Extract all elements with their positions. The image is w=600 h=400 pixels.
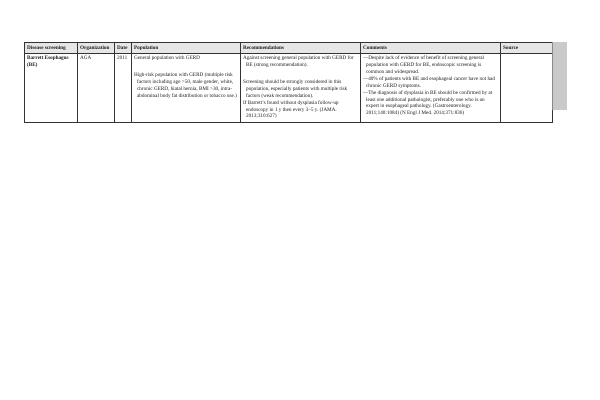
comment-dysplasia-confirmation: —The diagnosis of dysplasia in BE should be confirmed by at least one additional pathologist, preferably one who is an expert in esophageal pathology. (Gastroenterology. 2011;140:1084) (N Engl J Med. 2014;371:836) [363,89,493,117]
cell-organization: AGA [78,53,115,122]
cell-comments [361,53,501,122]
header-date: Date [115,43,132,54]
population-high-risk: High-risk population with GERD (multiple risk factors including age >50, male gender, white, chronic GERD, hiatal hernia, BMI >30, intra-abdominal body fat distribution or tobacco use.) [134,72,237,99]
recommendation-general: Against screening general population with GERD for BE (strong recommendation). [243,55,354,69]
header-source: Source [501,43,553,54]
population-general: General population with GERD [134,55,200,62]
comment-screening-common: —Despite lack of evidence of benefit of screening general population with GERD for BE, endoscopic screening is common and widespread. [363,55,484,76]
header-population: Population [132,43,241,54]
page-edge-band [552,42,567,110]
comment-no-gerd: —40% of patients with BE and esophageal cancer have not had chronic GERD symptoms. [363,75,495,89]
header-recommendations: Recommendations [241,43,361,54]
cell-recommendations [241,53,361,122]
recommendation-high-risk: Screening should be strongly considered in this population, especially patients with multiple risk factors (weak recommendation). [243,79,348,99]
header-organization: Organization [78,43,115,54]
table-row [25,53,553,122]
screening-guideline-table [24,42,553,123]
cell-source [501,53,553,122]
table-header-row [25,43,553,54]
header-comments: Comments [361,43,501,54]
cell-date: 2011 [115,53,132,122]
cell-disease: Barrett Esophagus (BE) [25,53,78,122]
cell-population [132,53,241,122]
recommendation-follow-up: If Barrett’s found without dysplasia follow-up endoscopy in 1 y then every 3–5 y. (JAMA. 2013;310:627) [243,99,339,120]
header-disease-screening: Disease screening [25,43,78,54]
